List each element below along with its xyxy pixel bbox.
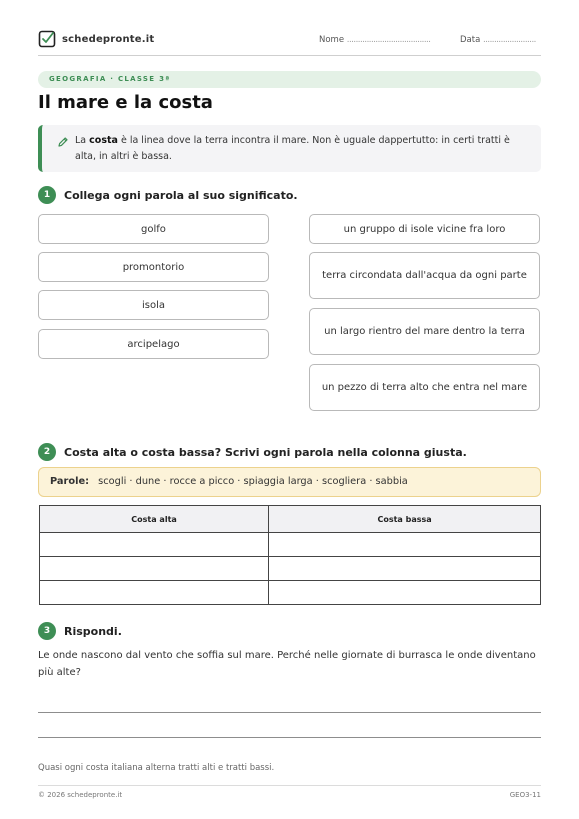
- name-dots: ......................................: [346, 35, 431, 45]
- subject-tag: GEOGRAFIA · CLASSE 3ª: [38, 71, 541, 88]
- section-3-number: 3: [38, 622, 56, 640]
- brand-name: schedepronte.it: [62, 33, 155, 45]
- word-box[interactable]: arcipelago: [38, 329, 269, 359]
- word-box[interactable]: isola: [38, 290, 269, 320]
- pencil-icon: [57, 136, 69, 148]
- answer-cell[interactable]: [40, 581, 269, 605]
- page-title: Il mare e la costa: [38, 92, 213, 113]
- table-row: [40, 557, 541, 581]
- section-2-heading: [38, 443, 467, 461]
- table-header-row: [40, 506, 541, 533]
- meaning-box[interactable]: un pezzo di terra alto che entra nel mare: [309, 364, 540, 411]
- answer-cell[interactable]: [40, 533, 269, 557]
- table-row: [40, 533, 541, 557]
- section-3-label: Rispondi.: [64, 624, 122, 638]
- column-header-costa-bassa: Costa bassa: [269, 506, 541, 533]
- answer-cell[interactable]: [40, 557, 269, 581]
- fact-note: Quasi ogni costa italiana alterna tratti alti e tratti bassi.: [38, 763, 275, 773]
- name-label: Nome: [319, 35, 345, 45]
- section-1-label: Collega ogni parola al suo significato.: [64, 188, 298, 202]
- meaning-box[interactable]: terra circondata dall'acqua da ogni parte: [309, 252, 540, 299]
- page-footer: [38, 785, 541, 799]
- answer-line[interactable]: [38, 712, 541, 713]
- note-rest: è la linea dove la terra incontra il mare. Non è uguale dappertutto: in certi tratti è alta, in altri è bassa.: [75, 135, 510, 162]
- answer-line[interactable]: [38, 737, 541, 738]
- note-bold: costa: [89, 135, 118, 146]
- section-1-heading: [38, 186, 298, 204]
- table-row: [40, 581, 541, 605]
- note-text: [75, 133, 525, 165]
- sheet-code: GEO3-11: [509, 791, 541, 799]
- date-label: Data: [460, 35, 481, 45]
- word-bank-label: Parole:: [50, 476, 90, 487]
- word-box[interactable]: promontorio: [38, 252, 269, 282]
- date-dots: ........................: [483, 35, 536, 45]
- brand: [38, 30, 154, 48]
- date-field[interactable]: [460, 35, 536, 45]
- name-field[interactable]: [319, 35, 430, 45]
- section-3-heading: [38, 622, 122, 640]
- meaning-box[interactable]: un gruppo di isole vicine fra loro: [309, 214, 540, 244]
- word-box[interactable]: golfo: [38, 214, 269, 244]
- meaning-box[interactable]: un largo rientro del mare dentro la terra: [309, 308, 540, 355]
- copyright: © 2026 schedepronte.it: [38, 791, 123, 799]
- column-header-costa-alta: Costa alta: [40, 506, 269, 533]
- word-bank-list: scogli · dune · rocce a picco · spiaggia larga · scogliera · sabbia: [98, 476, 408, 487]
- checkbox-icon: [38, 30, 56, 48]
- sort-table: [39, 505, 541, 605]
- answer-cell[interactable]: [269, 557, 541, 581]
- page-header: [38, 30, 541, 56]
- word-bank: [38, 467, 541, 497]
- question-text: Le onde nascono dal vento che soffia sul mare. Perché nelle giornate di burrasca le onde diventano più alte?: [38, 650, 536, 678]
- section-2-number: 2: [38, 443, 56, 461]
- section-2-label: Costa alta o costa bassa? Scrivi ogni parola nella colonna giusta.: [64, 445, 467, 459]
- answer-cell[interactable]: [269, 533, 541, 557]
- note-lead: La: [75, 135, 87, 146]
- answer-cell[interactable]: [269, 581, 541, 605]
- intro-note: [38, 125, 541, 172]
- section-1-number: 1: [38, 186, 56, 204]
